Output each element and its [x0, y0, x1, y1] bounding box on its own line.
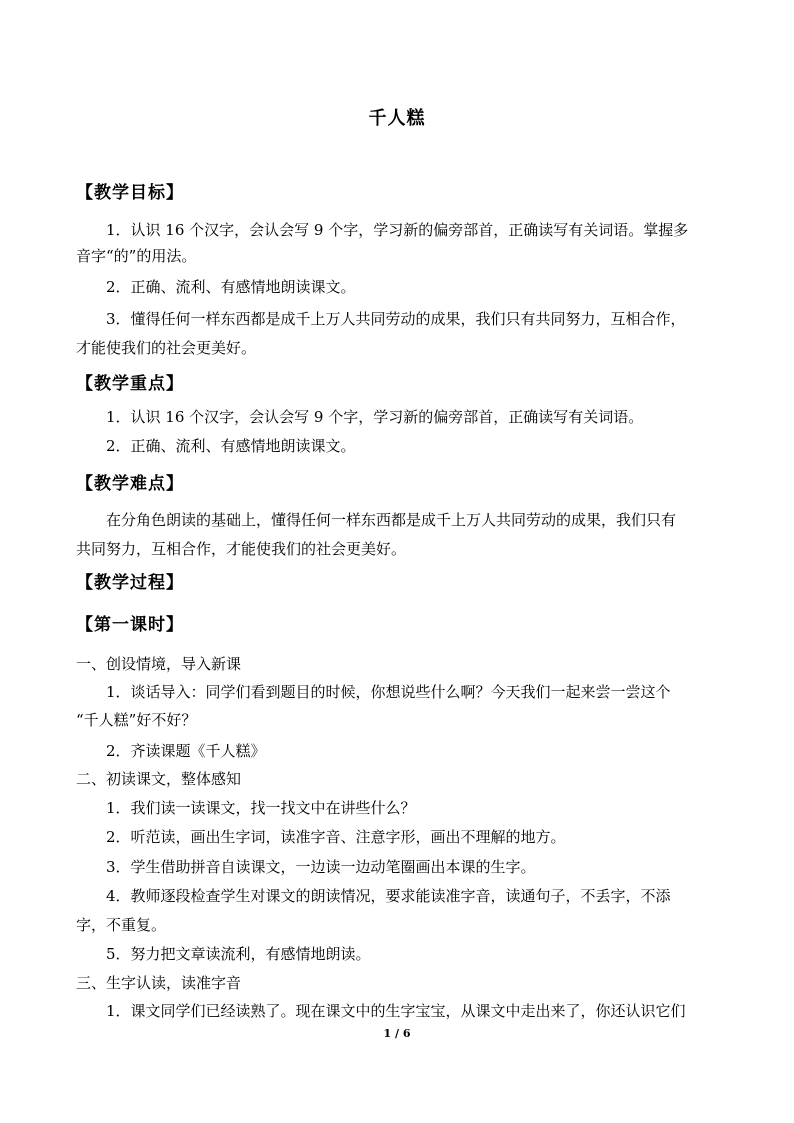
- page-number: 1 / 6: [383, 1027, 411, 1040]
- key-p1: 1．认识 16 个汉字，会认会写 9 个字，学习新的偏旁部首，正确读写有关词语。: [106, 408, 644, 426]
- heading-lesson1: 【第一课时】: [76, 615, 184, 635]
- lesson1-s2: 二、初读课文，整体感知: [76, 770, 242, 788]
- lesson1-s3p1: 1．课文同学们已经读熟了。现在课文中的生字宝宝，从课文中走出来了，你还认识它们: [106, 1002, 686, 1020]
- goals-p3a: 3．懂得任何一样东西都是成千上万人共同劳动的成果，我们只有共同努力，互相合作，: [106, 310, 686, 328]
- lesson1-s1p2: 2．齐读课题《千人糕》: [106, 742, 266, 760]
- heading-difficult: 【教学难点】: [76, 474, 184, 494]
- lesson1-s2p4b: 字，不重复。: [76, 916, 167, 934]
- lesson1-s1: 一、创设情境，导入新课: [76, 655, 242, 673]
- difficult-p1a: 在分角色朗读的基础上，懂得任何一样东西都是成千上万人共同劳动的成果，我们只有: [106, 511, 677, 529]
- lesson1-s3: 三、生字认读，读准字音: [76, 974, 242, 992]
- goals-p3b: 才能使我们的社会更美好。: [76, 339, 257, 357]
- lesson1-s2p1: 1．我们读一读课文，找一找文中在讲些什么？: [106, 799, 416, 817]
- doc-title: 千人糕: [368, 108, 426, 129]
- lesson1-s2p4a: 4．教师逐段检查学生对课文的朗读情况，要求能读准字音，读通句子，不丢字，不添: [106, 887, 671, 905]
- heading-key: 【教学重点】: [76, 374, 184, 394]
- lesson1-s2p3: 3．学生借助拼音自读课文，一边读一边动笔圈画出本课的生字。: [106, 858, 536, 876]
- lesson1-s2p2: 2．听范读，画出生字词，读准字音、注意字形，画出不理解的地方。: [106, 828, 566, 846]
- goals-p2: 2．正确、流利、有感情地朗读课文。: [106, 278, 356, 296]
- key-p2: 2．正确、流利、有感情地朗读课文。: [106, 437, 356, 455]
- heading-goals: 【教学目标】: [76, 183, 184, 203]
- lesson1-s2p5: 5．努力把文章读流利，有感情地朗读。: [106, 945, 371, 963]
- goals-p1b: 音字“的”的用法。: [76, 247, 197, 265]
- goals-p1a: 1．认识 16 个汉字，会认会写 9 个字，学习新的偏旁部首，正确读写有关词语。掌握多: [106, 221, 689, 239]
- difficult-p1b: 共同努力，互相合作，才能使我们的社会更美好。: [76, 540, 407, 558]
- lesson1-s1p1a: 1．谈话导入：同学们看到题目的时候，你想说些什么啊？今天我们一起来尝一尝这个: [106, 683, 671, 701]
- lesson1-s1p1b: “千人糕”好不好？: [76, 711, 197, 729]
- heading-process: 【教学过程】: [76, 573, 184, 593]
